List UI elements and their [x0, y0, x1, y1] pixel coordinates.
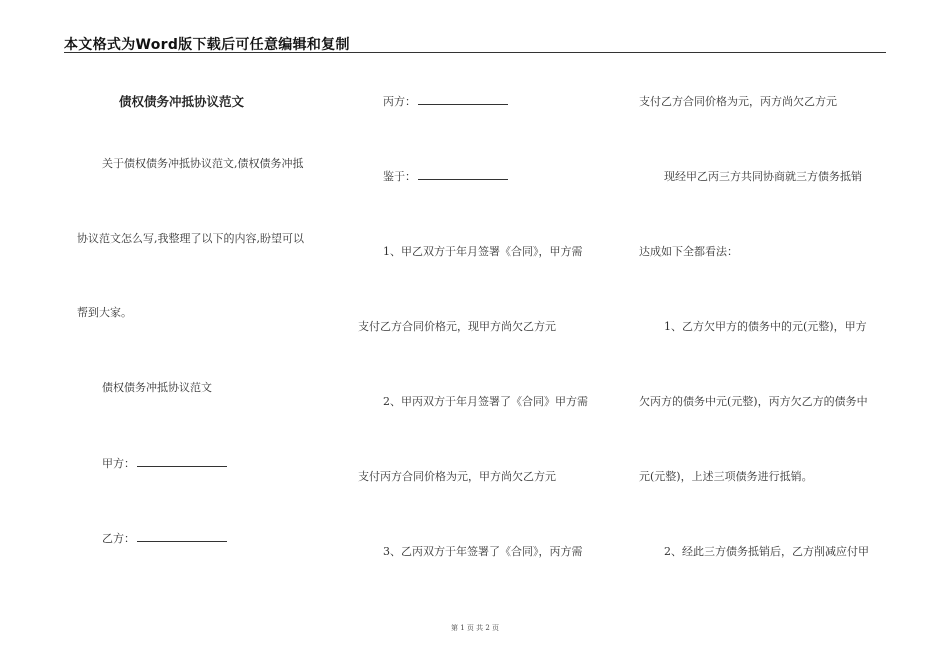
col3-line-2: 现经甲乙丙三方共同协商就三方债务抵销 — [664, 170, 862, 183]
party-c-label: 丙方： — [383, 95, 416, 108]
document-header — [64, 30, 886, 53]
intro-line-2: 协议范文怎么写,我整理了以下的内容,盼望可以 — [77, 232, 304, 245]
clause-2-line-2: 支付丙方合同价格为元，甲方尚欠乙方元 — [358, 470, 556, 483]
clause-1-line-2: 支付乙方合同价格元，现甲方尚欠乙方元 — [358, 320, 556, 333]
clause-1-line-1: 1、甲乙双方于年月签署《合同》，甲方需 — [383, 245, 583, 258]
col3-line-1: 支付乙方合同价格为元，丙方尚欠乙方元 — [639, 95, 837, 108]
party-b-label: 乙方： — [102, 532, 135, 545]
party-c-blank — [418, 95, 508, 105]
party-a-field — [102, 455, 227, 471]
col3-line-5: 欠丙方的债务中元(元整)，丙方欠乙方的债务中 — [639, 395, 868, 408]
col3-line-3: 达成如下全都看法： — [639, 245, 738, 258]
intro-line-3: 帮到大家。 — [77, 306, 132, 319]
whereas-blank — [418, 170, 508, 180]
party-b-blank — [137, 532, 227, 542]
party-b-field — [102, 530, 227, 546]
page-number: 第 1 页 共 2 页 — [450, 624, 500, 632]
clause-3-line-1: 3、乙丙双方于年签署了《合同》，丙方需 — [383, 545, 583, 558]
agreement-subtitle: 债权债务冲抵协议范文 — [102, 381, 212, 394]
col3-line-4: 1、乙方欠甲方的债务中的元(元整)，甲方 — [664, 320, 867, 333]
whereas-label: 鉴于： — [383, 170, 416, 183]
whereas-field — [383, 168, 508, 184]
party-c-field — [383, 93, 508, 109]
col3-line-7: 2、经此三方债务抵销后，乙方削减应付甲 — [664, 545, 869, 558]
intro-line-1: 关于债权债务冲抵协议范文,债权债务冲抵 — [102, 157, 304, 170]
document-title: 债权债务冲抵协议范文 — [119, 94, 245, 109]
col3-line-6: 元(元整)，上述三项债务进行抵销。 — [639, 470, 813, 483]
party-a-blank — [137, 457, 227, 467]
header-title: 本文格式为Word版下载后可任意编辑和复制 — [64, 37, 350, 53]
clause-2-line-1: 2、甲丙双方于年月签署了《合同》甲方需 — [383, 395, 588, 408]
party-a-label: 甲方： — [102, 457, 135, 470]
